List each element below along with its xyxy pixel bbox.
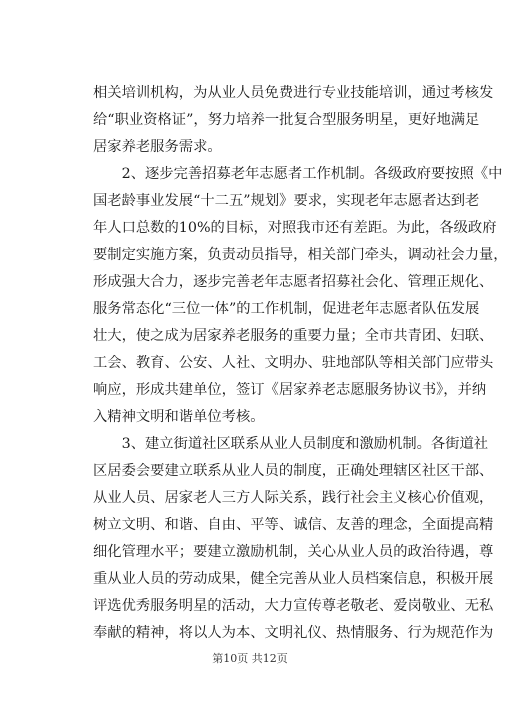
text-line: 给“职业资格证”，努力培养一批复合型服务明星，更好地满足	[93, 112, 480, 128]
text-line: 相关培训机构，为从业人员免费进行专业技能培训，通过考核发	[93, 85, 494, 101]
text-line: 形成强大合力，逐步完善老年志愿者招募社会化、管理正规化、	[93, 274, 494, 290]
text-line: 壮大，使之成为居家养老服务的重要力量；全市共青团、妇联、	[93, 328, 494, 344]
text-line: 要制定实施方案，负责动员指导，相关部门牵头，调动社会力量，	[93, 247, 508, 263]
text-line: 重从业人员的劳动成果，健全完善从业人员档案信息，积极开展	[93, 571, 494, 587]
text-line: 居家养老服务需求。	[93, 139, 222, 155]
text-line: 响应，形成共建单位，签订《居家养老志愿服务协议书》，并纳	[93, 382, 487, 398]
text-line: 年人口总数的10%的目标，对照我市还有差距。为此，各级政府	[93, 220, 497, 236]
text-line: 服务常态化“三位一体”的工作机制，促进老年志愿者队伍发展	[93, 301, 480, 317]
document-body	[93, 80, 508, 647]
page-number: 第10页 共12页	[212, 652, 288, 665]
text-line: 从业人员、居家老人三方人际关系，践行社会主义核心价值观，	[93, 490, 494, 506]
text-line: 3、建立街道社区联系从业人员制度和激励机制。各街道社	[121, 436, 489, 452]
text-line: 入精神文明和谐单位考核。	[93, 409, 265, 425]
text-line: 奉献的精神，将以人为本、文明礼仪、热情服务、行为规范作为	[93, 625, 494, 641]
page-footer	[0, 650, 500, 666]
text-line: 评选优秀服务明星的活动，大力宣传尊老敬老、爱岗敬业、无私	[93, 598, 494, 614]
text-line: 工会、教育、公安、人社、文明办、驻地部队等相关部门应带头	[93, 355, 494, 371]
text-line: 国老龄事业发展“十二五”规划》要求，实现老年志愿者达到老	[93, 193, 480, 209]
text-line: 细化管理水平；要建立激励机制，关心从业人员的政治待遇，尊	[93, 544, 494, 560]
text-line: 树立文明、和谐、自由、平等、诚信、友善的理念，全面提高精	[93, 517, 494, 533]
text-line: 区居委会要建立联系从业人员的制度，正确处理辖区社区干部、	[93, 463, 494, 479]
text-line: 2、逐步完善招募老年志愿者工作机制。各级政府要按照《中	[121, 166, 503, 182]
